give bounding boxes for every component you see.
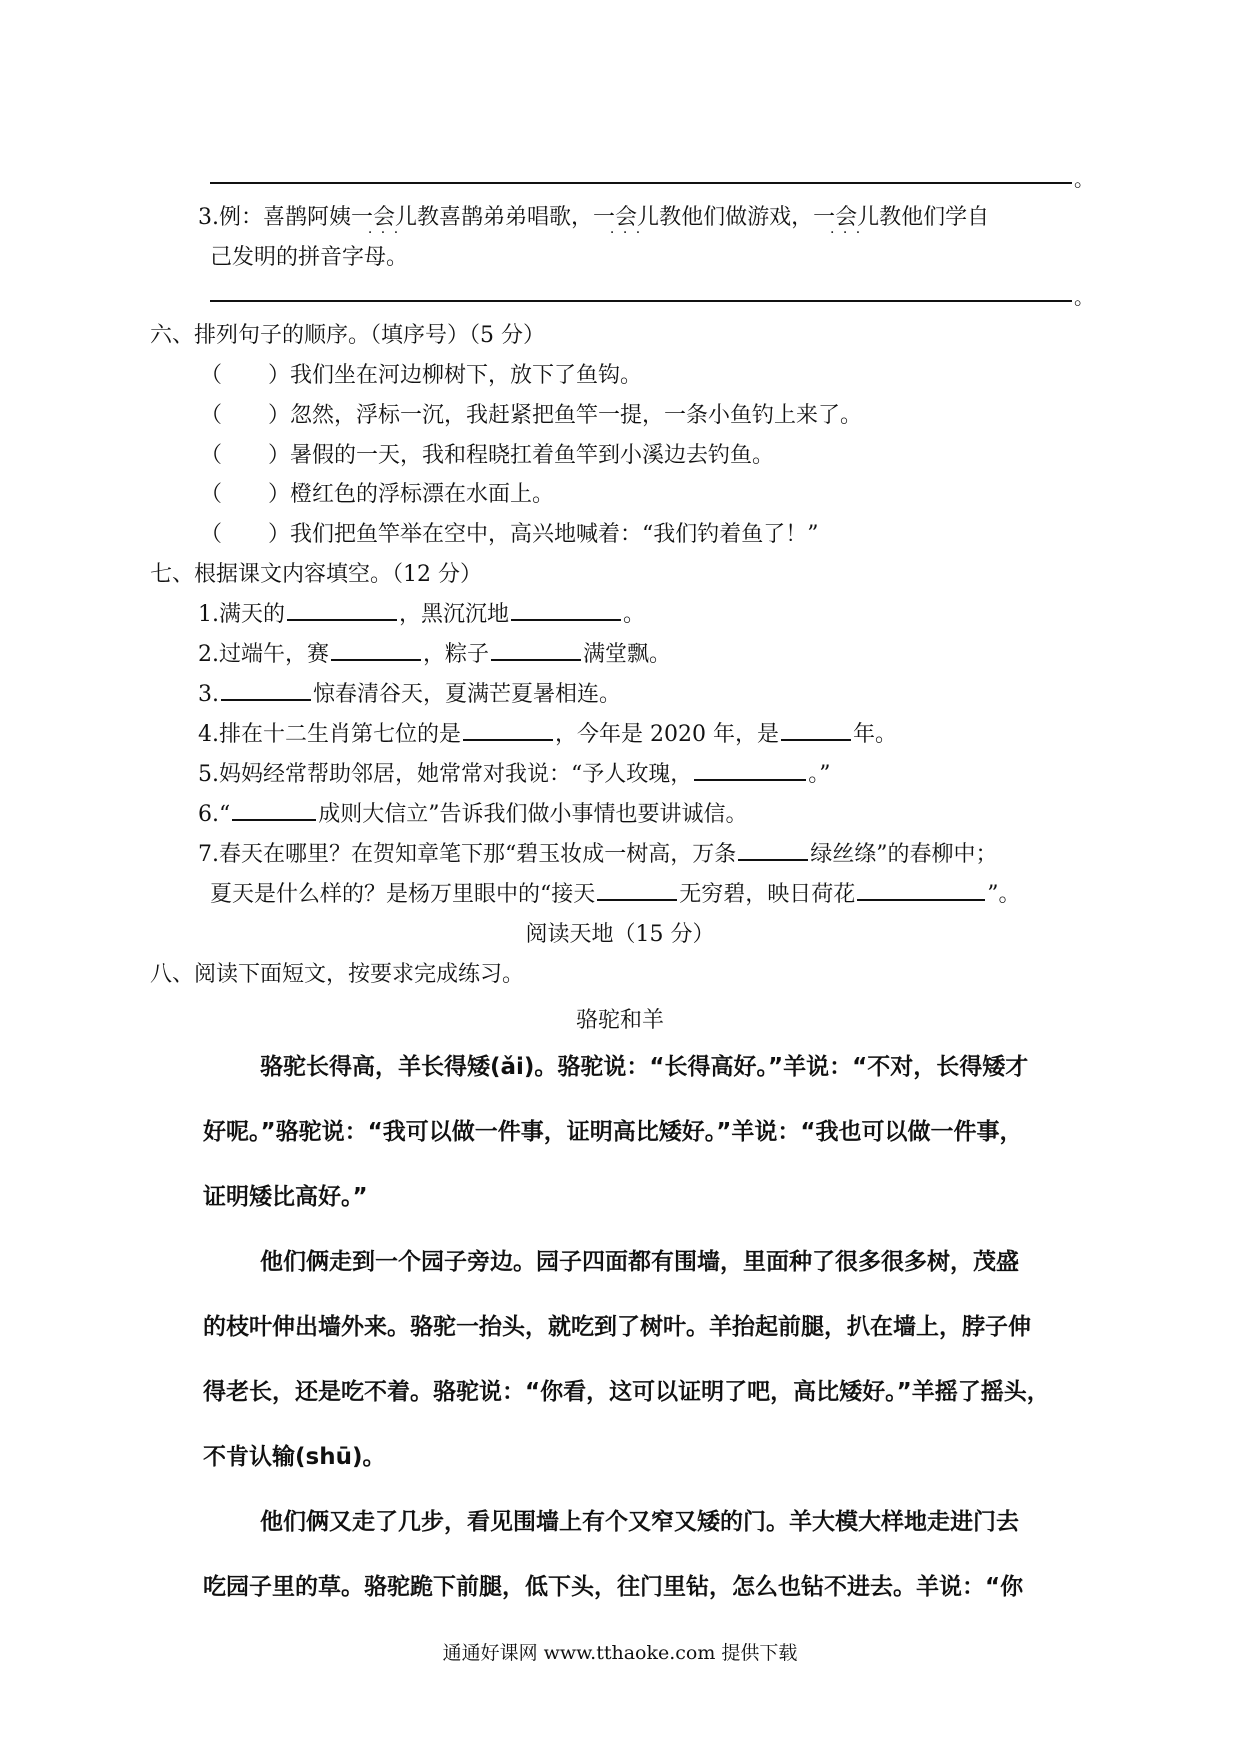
fill-question-5: 5.妈妈经常帮助邻居，她常常对我说：“予人玫瑰， 。”: [198, 762, 831, 787]
order-item-text: 忽然，浮标一沉，我赶紧把鱼竿一提，一条小鱼钓上来了。: [290, 403, 863, 428]
order-item: [200, 358, 642, 389]
section-7-heading: 七、根据课文内容填空。（12 分）: [150, 562, 482, 587]
reading-section-title: 阅读天地（15 分）: [525, 922, 715, 947]
fill-blank[interactable]: [287, 618, 397, 621]
fill-question-3: 3. 惊春清谷天，夏满芒夏暑相连。: [198, 682, 622, 707]
story-line: 吃园子里的草。骆驼跪下前腿，低下头，往门里钻，怎么也钻不进去。羊说：“你: [203, 1574, 1024, 1600]
fill-question-4: 4.排在十二生肖第七位的是 ，今年是 2020 年，是 年。: [198, 722, 897, 747]
story-line: 的枝叶伸出墙外来。骆驼一抬头，就吃到了树叶。羊抬起前腿，扒在墙上，脖子伸: [203, 1314, 1031, 1340]
order-item-text: 暑假的一天，我和程晓扛着鱼竿到小溪边去钓鱼。: [290, 443, 775, 468]
fill-blank[interactable]: [694, 778, 806, 781]
question-5-3-line2: 己发明的拼音字母。: [210, 245, 409, 270]
section-6-heading: 六、排列句子的顺序。（填序号）（5 分）: [150, 323, 545, 348]
story-line: 好呢。”骆驼说：“我可以做一件事，证明高比矮好。”羊说：“我也可以做一件事，: [203, 1119, 1023, 1145]
fill-blank[interactable]: [463, 738, 553, 741]
story-title: 骆驼和羊: [575, 1008, 664, 1033]
story-line: 证明矮比高好。”: [203, 1184, 368, 1210]
fill-blank[interactable]: [331, 658, 421, 661]
fill-blank[interactable]: [857, 898, 985, 901]
q3-label: 3.例：: [198, 205, 263, 230]
fill-blank[interactable]: [221, 698, 311, 701]
story-line: 得老长，还是吃不着。骆驼说：“你看，这可以证明了吧，高比矮好。”羊摇了摇头，: [203, 1379, 1050, 1405]
fill-blank[interactable]: [232, 818, 316, 821]
answer-line-q2[interactable]: [210, 182, 1072, 184]
q3-part4: 教他们学自: [879, 205, 990, 230]
fill-blank[interactable]: [738, 858, 808, 861]
answer-paren[interactable]: （ ）: [200, 363, 291, 388]
order-item: [200, 438, 774, 469]
end-mark-q2: 。: [1074, 167, 1094, 191]
answer-paren[interactable]: （ ）: [200, 482, 291, 507]
end-mark-q3: 。: [1074, 285, 1094, 309]
fill-question-6: 6.“ 成则大信立”告诉我们做小事情也要讲诚信。: [198, 802, 748, 827]
story-line: 他们俩走到一个园子旁边。园子四面都有围墙，里面种了很多很多树，茂盛: [260, 1249, 1019, 1275]
order-item: [200, 398, 862, 429]
order-item: [200, 477, 554, 508]
story-line: 他们俩又走了几步，看见围墙上有个又窄又矮的门。羊大模大样地走进门去: [260, 1509, 1019, 1535]
fill-blank[interactable]: [511, 618, 621, 621]
q3-part1: 喜鹊阿姨: [263, 205, 352, 230]
order-item-text: 橙红色的浮标漂在水面上。: [290, 482, 555, 507]
emphasis-dots-3: 一会儿 · · ·: [813, 200, 879, 231]
story-line: 不肯认输(shū)。: [203, 1444, 386, 1470]
page-footer: 通通好课网 www.tthaoke.com 提供下载: [442, 1642, 798, 1664]
fill-question-1: 1.满天的 ，黑沉沉地 。: [198, 602, 646, 627]
answer-paren[interactable]: （ ）: [200, 403, 291, 428]
fill-question-7: 7.春天在哪里？在贺知章笔下那“碧玉妆成一树高，万条 绿丝绦”的春柳中；: [198, 842, 998, 867]
fill-blank[interactable]: [491, 658, 581, 661]
q3-part3: 教他们做游戏，: [659, 205, 814, 230]
fill-question-7-line2: 夏天是什么样的？是杨万里眼中的“接天 无穷碧，映日荷花 ”。: [210, 882, 1021, 907]
order-item: [200, 517, 819, 548]
story-line: 骆驼长得高，羊长得矮(ǎi)。骆驼说：“长得高好。”羊说：“不对，长得矮才: [260, 1054, 1029, 1080]
emphasis-dots-1: 一会儿 · · ·: [351, 200, 417, 231]
order-item-text: 我们坐在河边柳树下，放下了鱼钩。: [290, 363, 643, 388]
fill-blank[interactable]: [781, 738, 851, 741]
question-5-3: [198, 200, 989, 231]
section-8-heading: 八、阅读下面短文，按要求完成练习。: [150, 962, 525, 987]
q3-part2: 教喜鹊弟弟唱歌，: [417, 205, 594, 230]
answer-line-q3[interactable]: [210, 300, 1072, 302]
answer-paren[interactable]: （ ）: [200, 443, 291, 468]
fill-blank[interactable]: [597, 898, 677, 901]
order-item-text: 我们把鱼竿举在空中，高兴地喊着：“我们钓着鱼了！”: [290, 522, 819, 547]
emphasis-dots-2: 一会儿 · · ·: [593, 200, 659, 231]
answer-paren[interactable]: （ ）: [200, 522, 291, 547]
fill-question-2: 2.过端午，赛 ，粽子 满堂飘。: [198, 642, 672, 667]
